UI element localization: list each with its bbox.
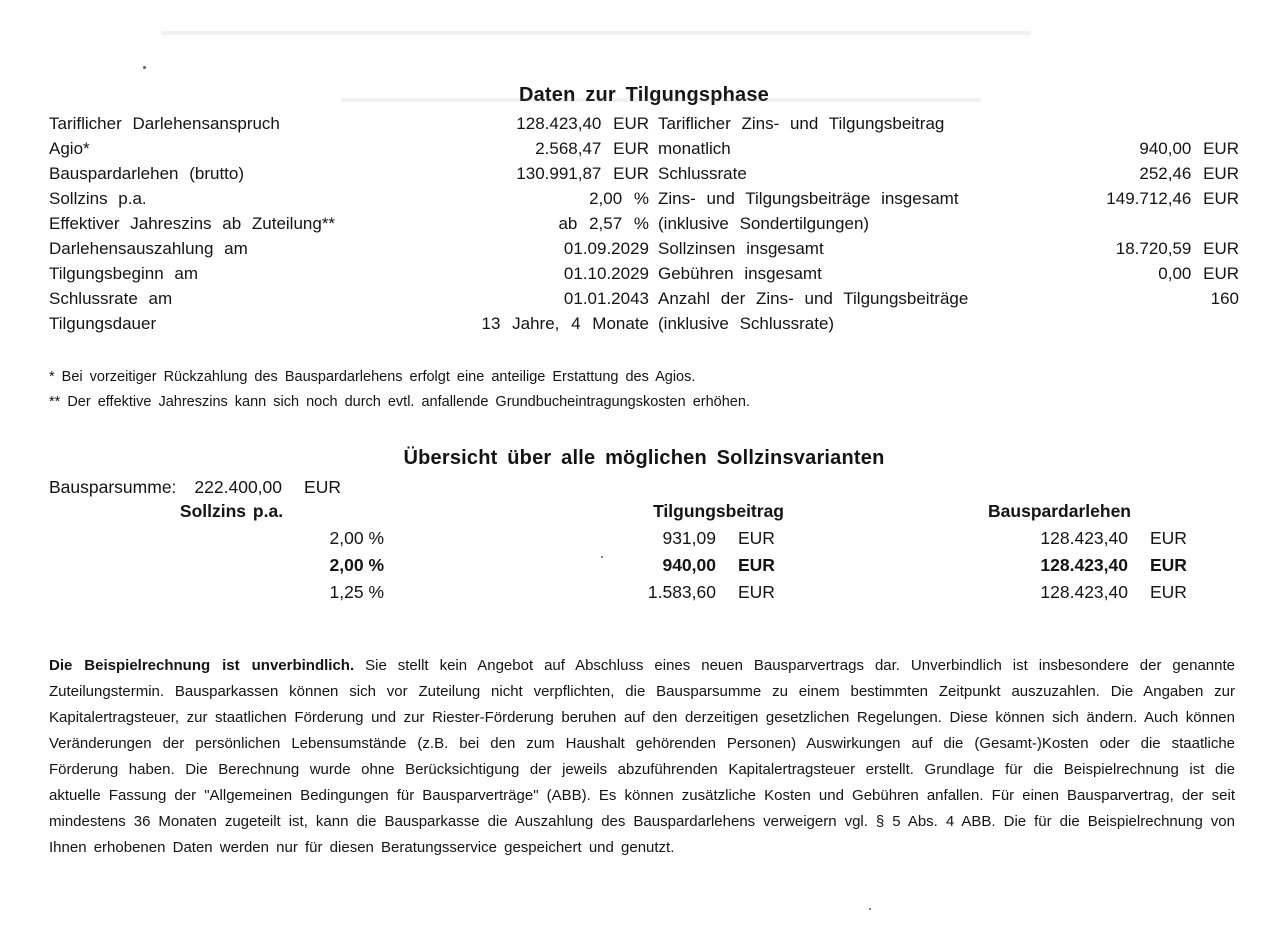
row-label-right: Tariflicher Zins- und Tilgungsbeitrag (658, 114, 945, 133)
table-row (49, 211, 1239, 236)
scan-streak (341, 98, 981, 102)
row-label: Tariflicher Darlehensanspruch (49, 114, 280, 133)
row-value-right (1058, 111, 1239, 136)
table-row (49, 111, 1239, 136)
table-header-row (49, 498, 1239, 525)
row-value-right (1058, 211, 1239, 236)
tilgungsbeitrag-value: 1.583,60 (647, 582, 716, 602)
currency-unit: EUR (1150, 582, 1187, 602)
table-row (49, 261, 1239, 286)
sollzins-value: 1,25 % (329, 582, 384, 602)
table-row (49, 579, 1239, 606)
tilgungsbeitrag-cell (384, 579, 784, 606)
footnote-agio: * Bei vorzeitiger Rückzahlung des Bauspardarlehens erfolgt eine anteilige Erstattung des Agios. (49, 369, 696, 385)
bauspardarlehen-value: 128.423,40 (1040, 555, 1128, 575)
column-header-bauspardarlehen: Bauspardarlehen (988, 501, 1131, 521)
row-value-right: 940,00 EUR (1139, 139, 1239, 158)
bauspardarlehen-value: 128.423,40 (1040, 582, 1128, 602)
row-value-right: 18.720,59 EUR (1115, 239, 1239, 258)
section-title-sollzinsvarianten: Übersicht über alle möglichen Sollzinsvarianten (403, 447, 885, 469)
scan-speck (869, 908, 871, 910)
bauspardarlehen-value: 128.423,40 (1040, 528, 1128, 548)
footnote-effektiver-jahreszins: ** Der effektive Jahreszins kann sich noch durch evtl. anfallende Grundbucheintragungskosten erhöhen. (49, 394, 750, 410)
table-row (49, 525, 1239, 552)
section-title-tilgungsphase: Daten zur Tilgungsphase (518, 84, 770, 106)
currency-unit: EUR (738, 555, 775, 575)
row-label: Agio* (49, 139, 90, 158)
scan-streak (161, 31, 1031, 35)
bauspardarlehen-cell (784, 579, 1196, 606)
tilgungsbeitrag-value: 931,09 (662, 528, 716, 548)
scan-speck (601, 556, 603, 558)
disclaimer-paragraph (49, 653, 1235, 861)
scan-speck (143, 66, 146, 69)
row-value: 13 Jahre, 4 Monate (481, 314, 649, 333)
row-value: 128.423,40 EUR (516, 114, 649, 133)
tilgungsbeitrag-cell (384, 525, 784, 552)
row-label-right: monatlich (658, 139, 731, 158)
row-label-right: Gebühren insgesamt (658, 264, 822, 283)
bausparsumme-value: 222.400,00 (194, 477, 283, 497)
sollzins-value: 2,00 % (329, 555, 384, 575)
currency-unit: EUR (738, 582, 775, 602)
row-label-right: (inklusive Sondertilgungen) (658, 214, 870, 233)
row-value-right: 160 (1210, 289, 1239, 308)
bauspardarlehen-cell (784, 525, 1196, 552)
currency-unit: EUR (1150, 555, 1187, 575)
row-label: Sollzins p.a. (49, 189, 147, 208)
tilgungsbeitrag-cell (384, 552, 784, 579)
row-label-right: Anzahl der Zins- und Tilgungsbeiträge (658, 289, 969, 308)
table-row (49, 161, 1239, 186)
row-value: 01.09.2029 (563, 239, 649, 258)
row-label-right: (inklusive Schlussrate) (658, 314, 835, 333)
row-value-right: 149.712,46 EUR (1106, 189, 1239, 208)
disclaimer-lead: Die Beispielrechnung ist unverbindlich. (49, 657, 355, 674)
disclaimer-body: Sie stellt kein Angebot auf Abschluss eines neuen Bausparvertrags dar. Unverbindlich ist insbesondere der genannte Zuteilungstermin. Bausparkassen können sich vor Zuteilung nicht verpflichten, die Bausparsumme zu einem bestimmten Zeitpunkt auszuzahlen. Die Angaben zur Kapitalertragsteuer, zur staatlichen Förderung und zur Riester-Förderung beruhen auf den derzeitigen gesetzlichen Regelungen. Diese können sich ändern. Auch können Veränderungen der persönlichen Lebensumstände (z.B. bei den zum Haushalt gehörenden Personen) Auswirkungen auf die (Gesamt-)Kosten oder die staatliche Förderung haben. Die Berechnung wurde ohne Berücksichtigung der jeweils abzuführenden Kapitalertragsteuer erstellt. Grundlage für die Beispielrechnung ist die aktuelle Fassung der "Allgemeinen Bedingungen für Bausparverträge" (ABB). Es können zusätzliche Kosten und Gebühren anfallen. Für einen Bausparvertrag, der seit mindestens 36 Monaten zugeteilt ist, kann die Bausparkasse die Auszahlung des Bauspardarlehens verweigern vgl. § 5 Abs. 4 ABB. Die für die Beispielrechnung von Ihnen erhobenen Daten werden nur für diesen Beratungsservice gespeichert und genutzt. (49, 657, 1235, 856)
sollzinsvarianten-section (49, 447, 1239, 606)
currency-unit: EUR (738, 528, 775, 548)
row-label: Tilgungsdauer (49, 314, 157, 333)
column-header-tilgungsbeitrag: Tilgungsbeitrag (653, 501, 784, 521)
table-row-selected (49, 552, 1239, 579)
table-row (49, 236, 1239, 261)
bausparsumme-line (49, 477, 1239, 498)
tilgungsbeitrag-value: 940,00 (662, 555, 716, 575)
row-value: ab 2,57 % (558, 214, 649, 233)
row-value: 2.568,47 EUR (535, 139, 649, 158)
table-row (49, 136, 1239, 161)
table-row (49, 311, 1239, 336)
row-label-right: Sollzinsen insgesamt (658, 239, 824, 258)
table-row (49, 286, 1239, 311)
row-label: Darlehensauszahlung am (49, 239, 248, 258)
column-header-sollzins: Sollzins p.a. (179, 501, 284, 521)
row-label-right: Schlussrate (658, 164, 747, 183)
row-value-right (1058, 311, 1239, 336)
bausparsumme-unit: EUR (304, 477, 341, 497)
sollzins-value: 2,00 % (329, 528, 384, 548)
row-value: 2,00 % (589, 189, 649, 208)
row-label-right: Zins- und Tilgungsbeiträge insgesamt (658, 189, 959, 208)
footnotes (49, 365, 1239, 415)
row-value-right: 0,00 EUR (1158, 264, 1239, 283)
row-value: 01.10.2029 (563, 264, 649, 283)
row-label: Effektiver Jahreszins ab Zuteilung** (49, 214, 336, 233)
row-label: Tilgungsbeginn am (49, 264, 199, 283)
bausparsumme-label: Bausparsumme: (49, 477, 177, 497)
row-label: Bauspardarlehen (brutto) (49, 164, 245, 183)
scanned-document-page (41, 0, 1239, 861)
table-row (49, 186, 1239, 211)
tilgungsphase-table (49, 111, 1239, 336)
row-value: 130.991,87 EUR (516, 164, 649, 183)
currency-unit: EUR (1150, 528, 1187, 548)
bauspardarlehen-cell (784, 552, 1196, 579)
row-value-right: 252,46 EUR (1139, 164, 1239, 183)
row-label: Schlussrate am (49, 289, 173, 308)
row-value: 01.01.2043 (563, 289, 649, 308)
